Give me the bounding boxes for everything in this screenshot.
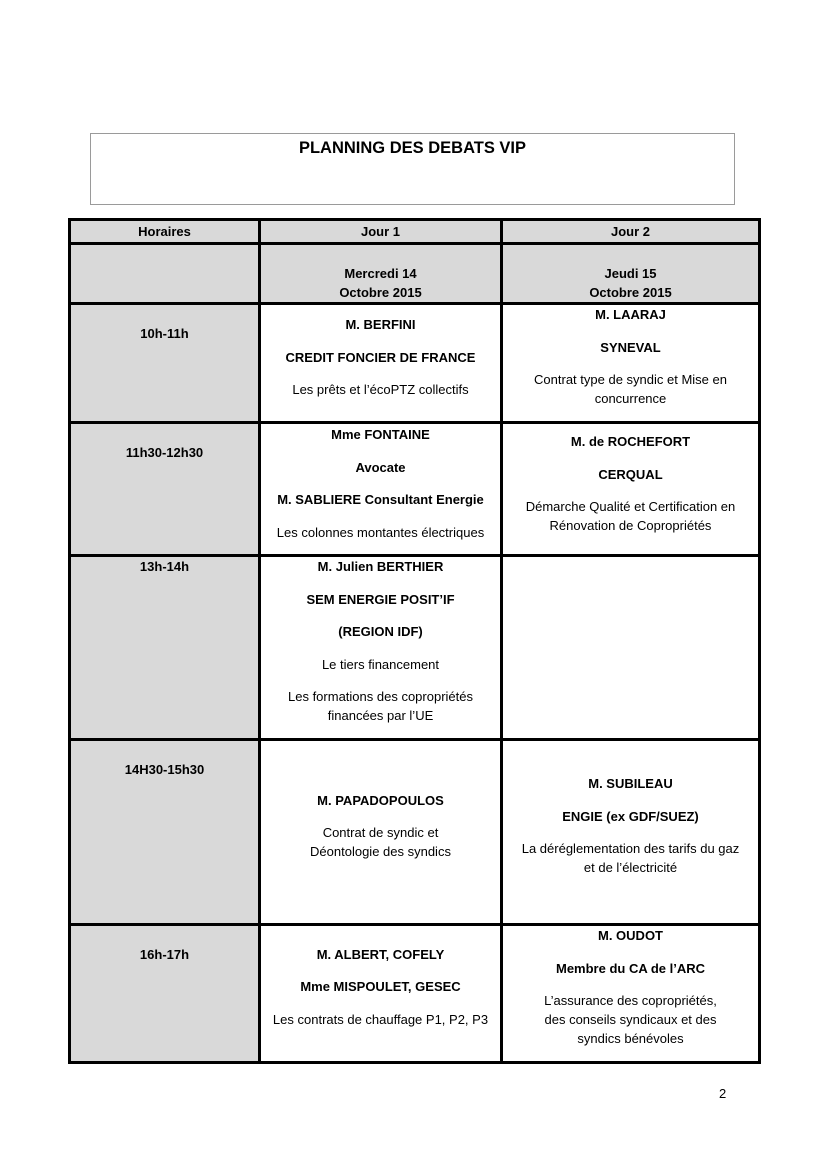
speaker-name: M. SABLIERE Consultant Energie: [277, 492, 484, 507]
header-jour1: Jour 1: [260, 220, 502, 244]
topic-line: concurrence: [594, 391, 667, 406]
topic-line: Démarche Qualité et Certification en: [525, 499, 736, 514]
topic-line: Contrat type de syndic et Mise en: [534, 372, 727, 387]
topic-line: des conseils syndicaux et des: [544, 1012, 717, 1027]
speaker-name: M. PAPADOPOULOS: [317, 793, 444, 808]
speaker-name: M. SUBILEAU: [588, 776, 673, 791]
date-jour1-line2: Octobre 2015: [339, 285, 422, 300]
speaker-name: M. BERFINI: [345, 317, 416, 332]
time-cell: 14H30-15h30: [70, 740, 260, 925]
date-jour2-line1: Jeudi 15: [604, 266, 657, 281]
topic-line: Rénovation de Copropriétés: [549, 518, 712, 533]
speaker-name: M. ALBERT, COFELY: [316, 947, 445, 962]
date-jour1-cell: [260, 244, 502, 304]
date-jour2-line2: Octobre 2015: [589, 285, 672, 300]
jour1-cell: [260, 423, 502, 556]
topic-line: syndics bénévoles: [577, 1031, 684, 1046]
organization: CERQUAL: [598, 467, 663, 482]
page-number: 2: [719, 1086, 727, 1101]
date-empty-cell: [70, 244, 260, 304]
jour1-cell: [260, 304, 502, 423]
topic-line: Les formations des copropriétés: [288, 689, 473, 704]
speaker-name: Mme FONTAINE: [331, 427, 430, 442]
header-row: [70, 220, 760, 244]
jour1-cell: [260, 740, 502, 925]
jour2-cell: [502, 740, 760, 925]
header-horaires: Horaires: [70, 220, 260, 244]
organization: SEM ENERGIE POSIT’IF: [306, 592, 455, 607]
organization: SYNEVAL: [600, 340, 661, 355]
time-cell: 13h-14h: [70, 556, 260, 740]
speaker-name: M. Julien BERTHIER: [317, 559, 444, 574]
title-box: [90, 133, 735, 205]
organization-region: (REGION IDF): [338, 624, 423, 639]
header-jour2: Jour 2: [502, 220, 760, 244]
organization: ENGIE (ex GDF/SUEZ): [562, 809, 699, 824]
speaker-name: M. LAARAJ: [595, 307, 666, 322]
table-row: [70, 423, 760, 556]
jour2-cell: [502, 304, 760, 423]
topic-line: financées par l’UE: [327, 708, 434, 723]
jour2-cell: [502, 423, 760, 556]
time-cell: 16h-17h: [70, 925, 260, 1063]
topic: Les colonnes montantes électriques: [276, 525, 485, 540]
organization: CREDIT FONCIER DE FRANCE: [285, 350, 476, 365]
schedule-table: [68, 218, 761, 1064]
table-row: [70, 304, 760, 423]
topic-line: La déréglementation des tarifs du gaz: [521, 841, 740, 856]
topic: Le tiers financement: [321, 657, 440, 672]
topic-line: Déontologie des syndics: [310, 844, 451, 859]
topic: Les contrats de chauffage P1, P2, P3: [272, 1012, 489, 1027]
speaker-name: Mme MISPOULET, GESEC: [300, 979, 461, 994]
topic-line: L’assurance des copropriétés,: [544, 993, 717, 1008]
topic: Les prêts et l’écoPTZ collectifs: [292, 382, 469, 397]
page-title: PLANNING DES DEBATS VIP: [298, 139, 527, 157]
speaker-role: Membre du CA de l’ARC: [555, 961, 706, 976]
time-cell: 10h-11h: [70, 304, 260, 423]
date-row: [70, 244, 760, 304]
table-row: [70, 556, 760, 740]
topic-line: et de l’électricité: [583, 860, 678, 875]
jour1-cell: [260, 556, 502, 740]
speaker-role: Avocate: [355, 460, 406, 475]
speaker-name: M. de ROCHEFORT: [570, 434, 691, 449]
topic-line: Contrat de syndic et: [322, 825, 439, 840]
date-jour2-cell: [502, 244, 760, 304]
time-cell: 11h30-12h30: [70, 423, 260, 556]
jour1-cell: [260, 925, 502, 1063]
date-jour1-line1: Mercredi 14: [344, 266, 417, 281]
jour2-cell: [502, 925, 760, 1063]
speaker-name: M. OUDOT: [598, 928, 663, 943]
jour2-empty-cell: [502, 556, 760, 740]
table-row: [70, 740, 760, 925]
table-row: [70, 925, 760, 1063]
